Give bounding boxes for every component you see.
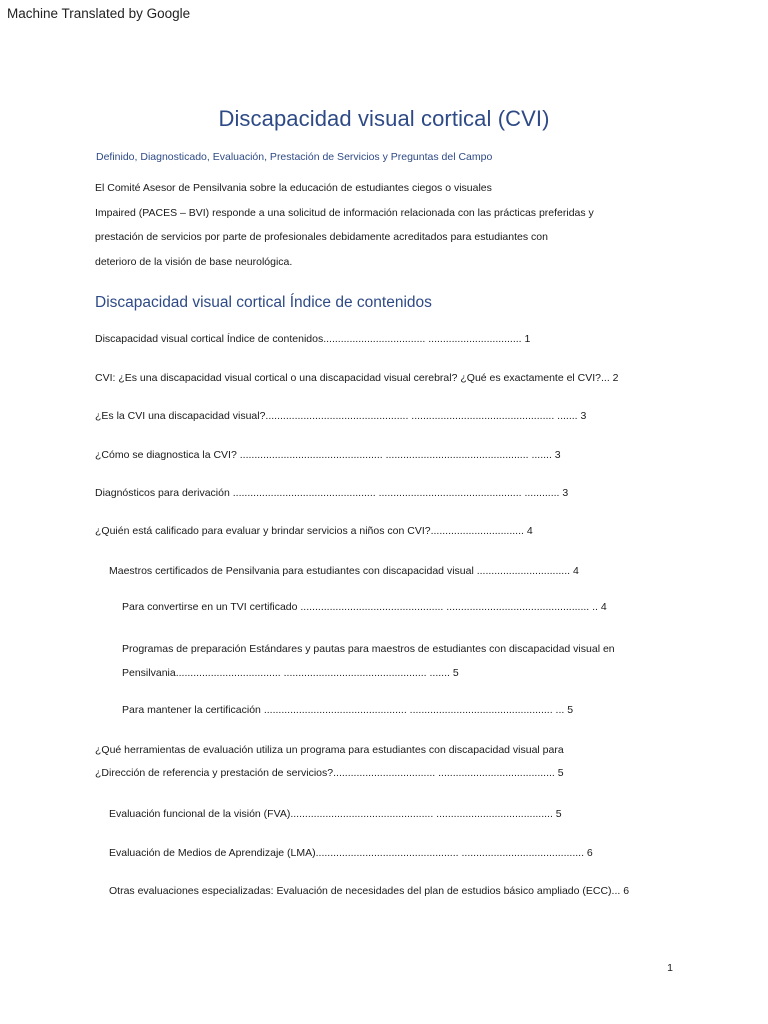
document-title: Discapacidad visual cortical (CVI) [218,106,550,131]
toc-entry[interactable]: ¿Cómo se diagnostica la CVI? ................................................. ................................................. ....... 3 [95,449,561,461]
toc-entry[interactable]: ¿Es la CVI una discapacidad visual?................................................. ................................................. ....... 3 [95,410,587,422]
intro-line: Impaired (PACES – BVI) responde a una solicitud de información relacionada con las prácticas preferidas y [95,207,594,219]
toc-heading: Discapacidad visual cortical Índice de contenidos [95,294,432,311]
toc-entry[interactable]: Evaluación de Medios de Aprendizaje (LMA)................................................. .......................................... 6 [109,847,593,859]
toc-entry[interactable]: Diagnósticos para derivación ................................................. ................................................. ............ 3 [95,487,569,499]
toc-entry[interactable]: Discapacidad visual cortical Índice de contenidos................................... ................................ 1 [95,333,531,345]
toc-entry[interactable]: ¿Dirección de referencia y prestación de servicios?................................... ........................................ 5 [95,767,564,779]
toc-entry[interactable]: Pensilvania.................................... ................................................. ....... 5 [122,667,459,679]
machine-translation-banner: Machine Translated by Google [7,6,191,21]
toc-entry[interactable]: ¿Qué herramientas de evaluación utiliza un programa para estudiantes con discapacidad visual para [95,744,564,756]
toc-entry[interactable]: Otras evaluaciones especializadas: Evaluación de necesidades del plan de estudios básico ampliado (ECC)... 6 [109,885,630,897]
toc-entry[interactable]: ¿Quién está calificado para evaluar y brindar servicios a niños con CVI?................................ 4 [95,525,533,537]
toc-entry[interactable]: CVI: ¿Es una discapacidad visual cortical o una discapacidad visual cerebral? ¿Qué es exactamente el CVI?... 2 [95,372,619,384]
intro-line: prestación de servicios por parte de profesionales debidamente acreditados para estudiantes con [95,231,548,243]
toc-entry[interactable]: Maestros certificados de Pensilvania para estudiantes con discapacidad visual ................................ 4 [109,565,579,577]
page-number: 1 [667,962,673,974]
toc-entry[interactable]: Para convertirse en un TVI certificado ................................................. ................................................. .. 4 [122,601,607,613]
toc-entry[interactable]: Para mantener la certificación ................................................. ................................................. ... 5 [122,704,574,716]
toc-entry[interactable]: Evaluación funcional de la visión (FVA)................................................. ........................................ 5 [109,808,562,820]
document-subtitle: Definido, Diagnosticado, Evaluación, Prestación de Servicios y Preguntas del Campo [96,151,493,163]
intro-line: El Comité Asesor de Pensilvania sobre la educación de estudiantes ciegos o visuales [95,182,492,194]
toc-entry[interactable]: Programas de preparación Estándares y pautas para maestros de estudiantes con discapacidad visual en [122,643,615,655]
intro-line: deterioro de la visión de base neurológica. [95,256,293,268]
